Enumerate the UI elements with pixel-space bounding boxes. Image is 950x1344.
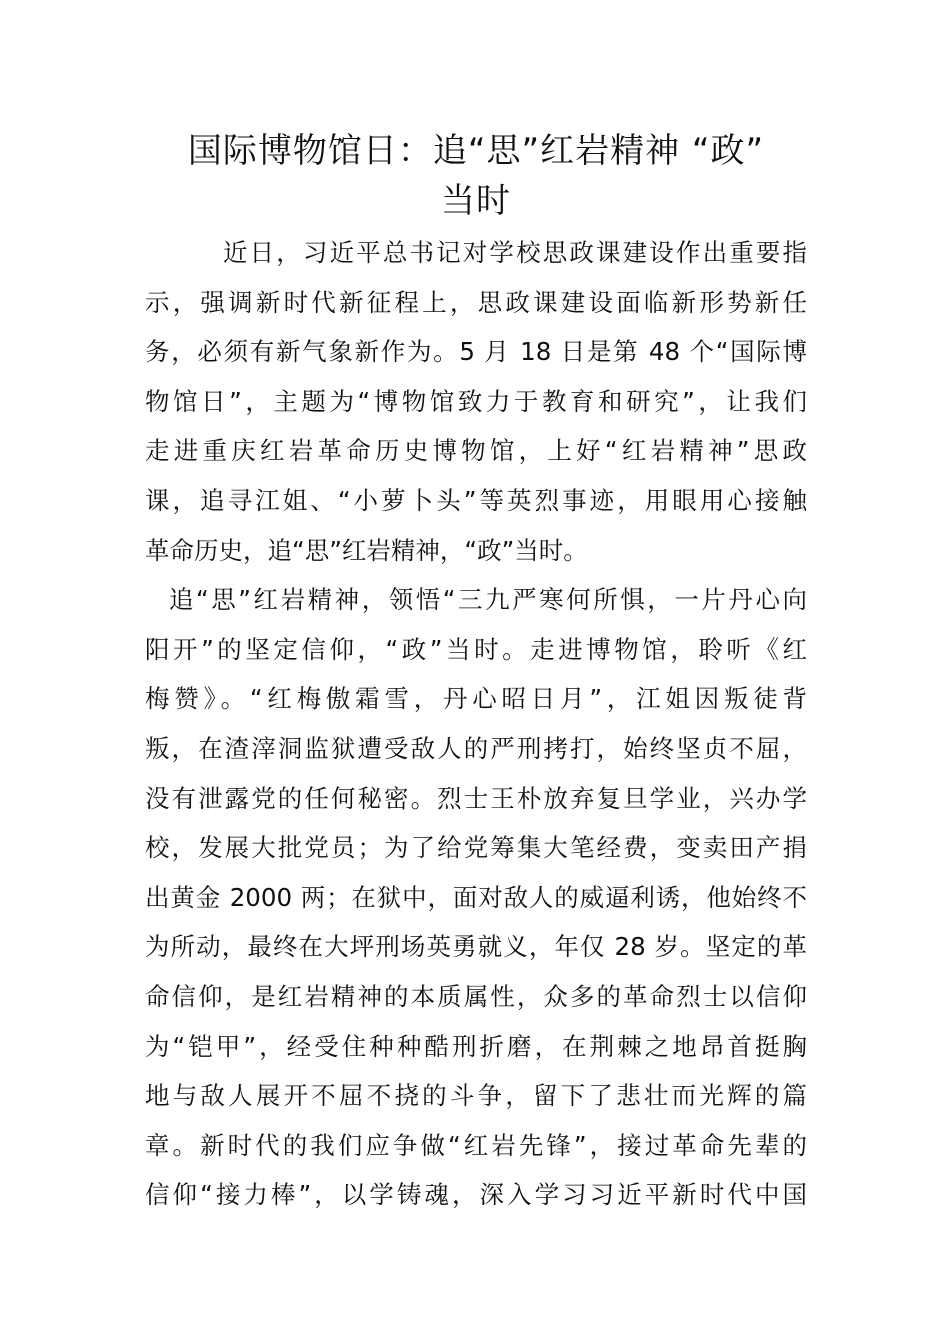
text-line: 信仰“接力棒”，以学铸魂，深入学习习近平新时代中国 xyxy=(145,1180,807,1210)
text-line: 校，发展大批党员；为了给党筹集大笔经费，变卖田产捐 xyxy=(145,833,807,863)
text-line: 章。新时代的我们应争做“红岩先锋”，接过革命先辈的 xyxy=(145,1130,807,1160)
text-line: 革命历史，追“思”红岩精神，“政”当时。 xyxy=(145,535,588,565)
text-line: 出黄金 2000 两；在狱中，面对敌人的威逼利诱，他始终不 xyxy=(145,882,807,912)
text-line: 为所动，最终在大坪刑场英勇就义，年仅 28 岁。坚定的革 xyxy=(145,932,807,962)
text-line: 示，强调新时代新征程上，思政课建设面临新形势新任 xyxy=(145,287,807,317)
text-line: 追“思”红岩精神，领悟“三九严寒何所惧，一片丹心向 xyxy=(169,585,807,615)
text-line: 地与敌人展开不屈不挠的斗争，留下了悲壮而光辉的篇 xyxy=(145,1081,807,1111)
text-line: 命信仰，是红岩精神的本质属性，众多的革命烈士以信仰 xyxy=(145,981,807,1011)
title-line: 国际博物馆日：追“思”红岩精神 “政” xyxy=(187,131,765,171)
text-line: 叛，在渣滓洞监狱遭受敌人的严刑拷打，始终坚贞不屈， xyxy=(145,733,807,763)
text-line: 近日，习近平总书记对学校思政课建设作出重要指 xyxy=(223,238,807,267)
text-line: 阳开”的坚定信仰，“政”当时。走进博物馆，聆听《红 xyxy=(145,634,807,664)
text-line: 课，追寻江姐、“小萝卜头”等英烈事迹，用眼用心接触 xyxy=(145,485,807,515)
document-body xyxy=(145,228,807,1220)
paragraph-1 xyxy=(145,228,807,575)
text-line: 梅赞》。“红梅傲霜雪，丹心昭日月”，江姐因叛徒背 xyxy=(145,684,807,714)
document-title xyxy=(145,126,807,226)
text-line: 没有泄露党的任何秘密。烈士王朴放弃复旦学业，兴办学 xyxy=(145,783,807,813)
title-line: 当时 xyxy=(441,181,511,221)
text-line: 物馆日”，主题为“博物馆致力于教育和研究”，让我们 xyxy=(145,386,807,416)
text-line: 为“铠甲”，经受住种种酷刑折磨，在荆棘之地昂首挺胸 xyxy=(145,1031,807,1061)
text-line: 务，必须有新气象新作为。5 月 18 日是第 48 个“国际博 xyxy=(145,337,807,367)
text-line: 走进重庆红岩革命历史博物馆，上好“红岩精神”思政 xyxy=(145,436,807,466)
paragraph-2 xyxy=(145,575,807,1220)
